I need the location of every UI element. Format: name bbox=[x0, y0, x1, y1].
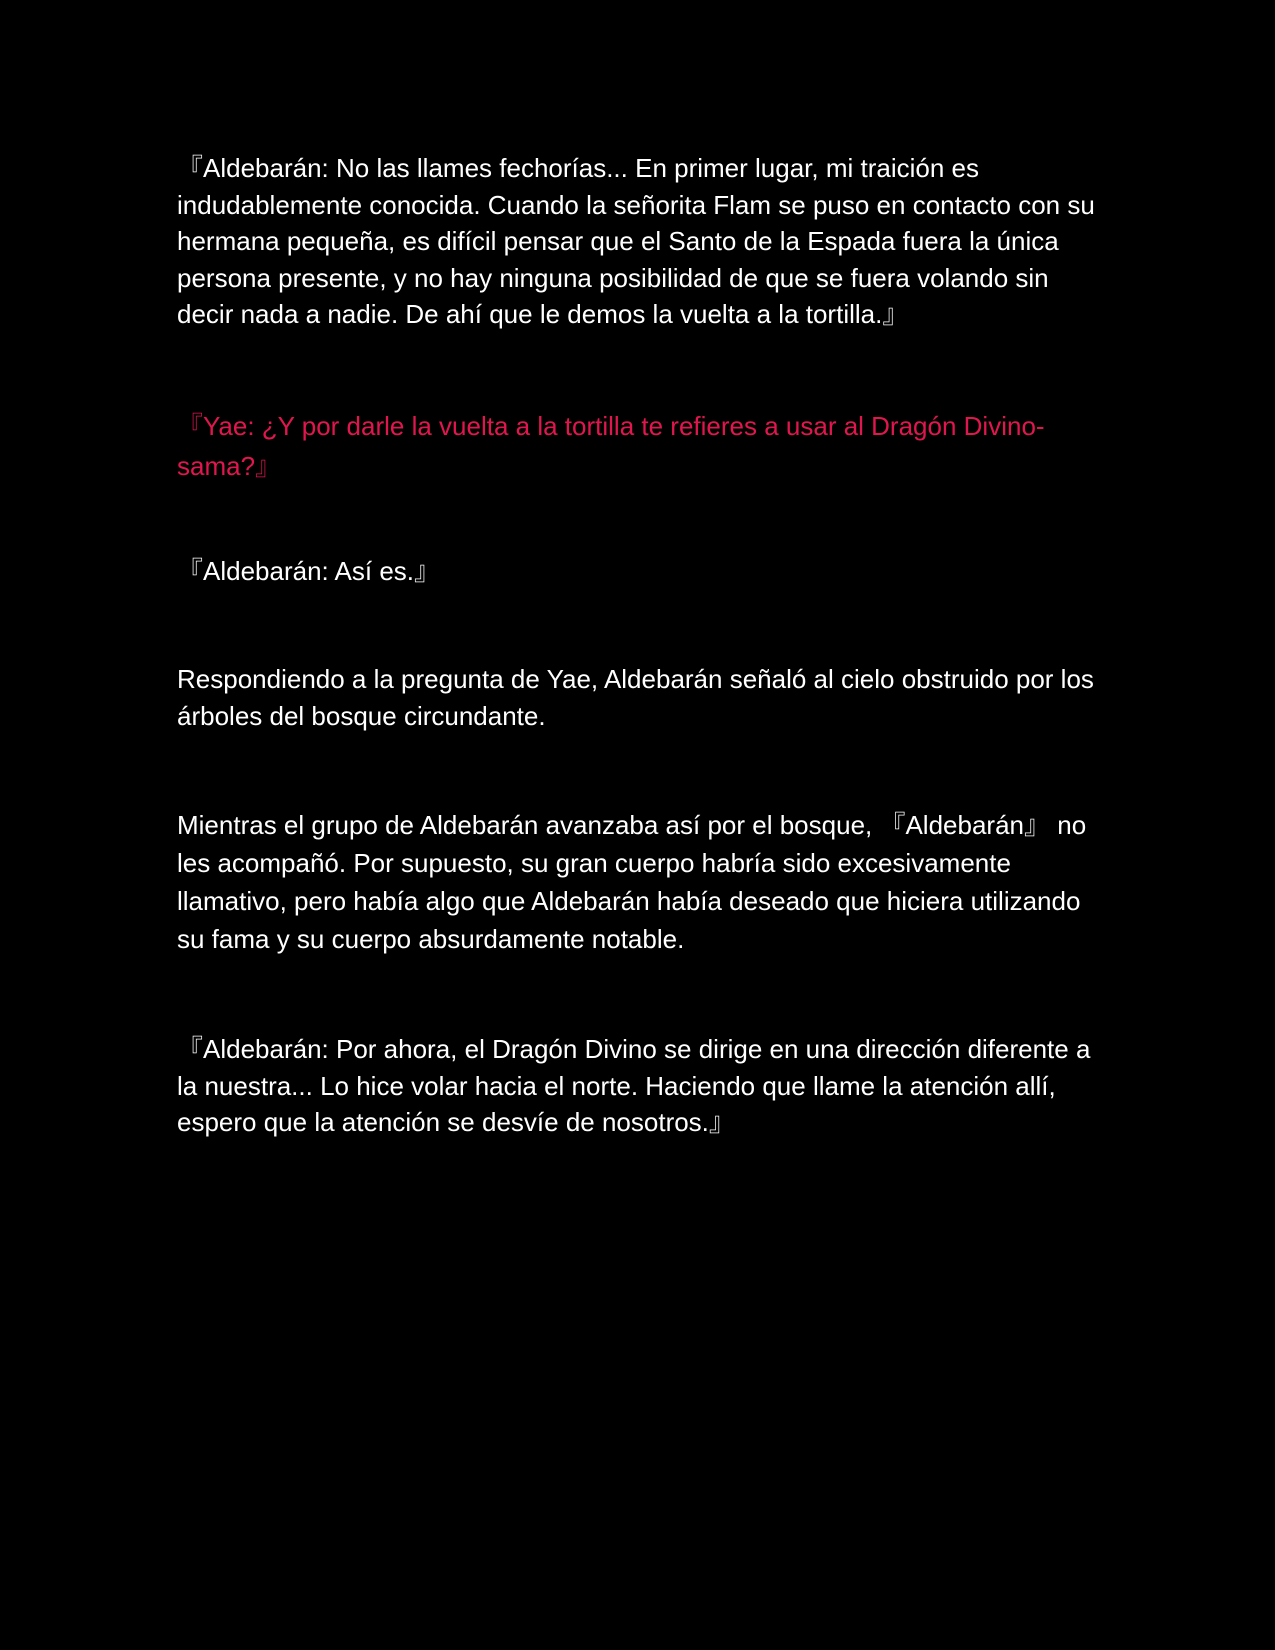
narration-2: Mientras el grupo de Aldebarán avanzaba así por el bosque, 『Aldebarán』 no les acompañó. Por supuesto, su gran cuerpo habría sido excesivamente llamativo, pero había algo que Aldebarán había deseado que hiciera utilizando su fama y su cuerpo absurdamente notable. bbox=[177, 810, 1087, 954]
dialogue-yae-highlighted: 『Yae: ¿Y por darle la vuelta a la tortilla te refieres a usar al Dragón Divino-sama?』 bbox=[177, 410, 1045, 481]
dialogue-aldebaran-1: 『Aldebarán: No las llames fechorías... En primer lugar, mi traición es indudablemente conocida. Cuando la señorita Flam se puso en contacto con su hermana pequeña, es difícil pensar que el Santo de la Espada fuera la única persona presente, y no hay ninguna posibilidad de que se fuera volando sin decir nada a nadie. De ahí que le demos la vuelta a la tortilla.』 bbox=[177, 153, 1095, 329]
dialogue-aldebaran-3: 『Aldebarán: Por ahora, el Dragón Divino se dirige en una dirección diferente a la nuestra... Lo hice volar hacia el norte. Haciendo que llame la atención allí, espero que la atención se desvíe de nosotros.』 bbox=[177, 1034, 1091, 1137]
narration-1: Respondiendo a la pregunta de Yae, Aldebarán señaló al cielo obstruido por los árboles del bosque circundante. bbox=[177, 664, 1094, 731]
dialogue-aldebaran-2: 『Aldebarán: Así es.』 bbox=[177, 555, 441, 586]
document-body bbox=[177, 150, 1097, 1141]
